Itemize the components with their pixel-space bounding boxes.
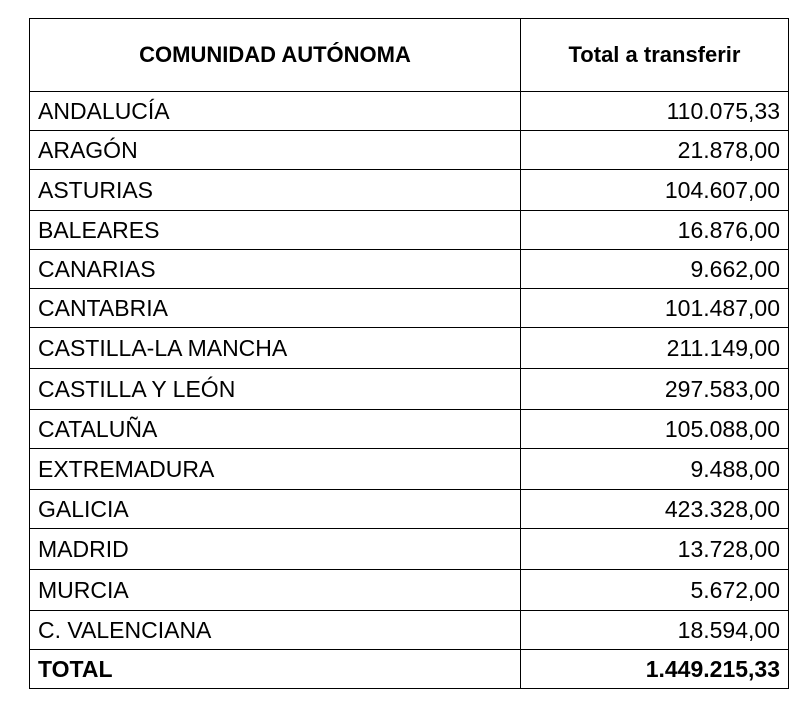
region-name: C. VALENCIANA [30, 611, 521, 650]
region-name: ANDALUCÍA [30, 92, 521, 131]
region-name: CANARIAS [30, 250, 521, 289]
region-total: 18.594,00 [521, 611, 789, 650]
transfer-table [29, 18, 789, 689]
region-total: 5.672,00 [521, 570, 789, 611]
region-name: GALICIA [30, 490, 521, 529]
table-row [30, 211, 789, 250]
region-name: CASTILLA-LA MANCHA [30, 328, 521, 369]
total-row [30, 650, 789, 689]
table-row [30, 328, 789, 369]
region-name: ARAGÓN [30, 131, 521, 170]
header-region: COMUNIDAD AUTÓNOMA [30, 19, 521, 92]
table-row [30, 611, 789, 650]
table-row [30, 529, 789, 570]
region-total: 104.607,00 [521, 170, 789, 211]
header-total: Total a transferir [521, 19, 789, 92]
region-name: CATALUÑA [30, 410, 521, 449]
total-label: TOTAL [30, 650, 521, 689]
table-row [30, 289, 789, 328]
table-row [30, 250, 789, 289]
region-name: BALEARES [30, 211, 521, 250]
grand-total: 1.449.215,33 [521, 650, 789, 689]
table-body [30, 92, 789, 689]
region-name: CANTABRIA [30, 289, 521, 328]
region-total: 13.728,00 [521, 529, 789, 570]
region-total: 211.149,00 [521, 328, 789, 369]
region-total: 101.487,00 [521, 289, 789, 328]
region-name: EXTREMADURA [30, 449, 521, 490]
table-row [30, 92, 789, 131]
region-total: 423.328,00 [521, 490, 789, 529]
table-row [30, 131, 789, 170]
table-row [30, 570, 789, 611]
table-row [30, 369, 789, 410]
region-name: MURCIA [30, 570, 521, 611]
table-row [30, 449, 789, 490]
table-row [30, 410, 789, 449]
region-name: MADRID [30, 529, 521, 570]
region-name: ASTURIAS [30, 170, 521, 211]
table-header [30, 19, 789, 92]
region-total: 9.662,00 [521, 250, 789, 289]
table-row [30, 490, 789, 529]
table-row [30, 170, 789, 211]
region-total: 105.088,00 [521, 410, 789, 449]
region-total: 9.488,00 [521, 449, 789, 490]
region-total: 16.876,00 [521, 211, 789, 250]
region-name: CASTILLA Y LEÓN [30, 369, 521, 410]
region-total: 21.878,00 [521, 131, 789, 170]
region-total: 110.075,33 [521, 92, 789, 131]
header-row [30, 19, 789, 92]
region-total: 297.583,00 [521, 369, 789, 410]
